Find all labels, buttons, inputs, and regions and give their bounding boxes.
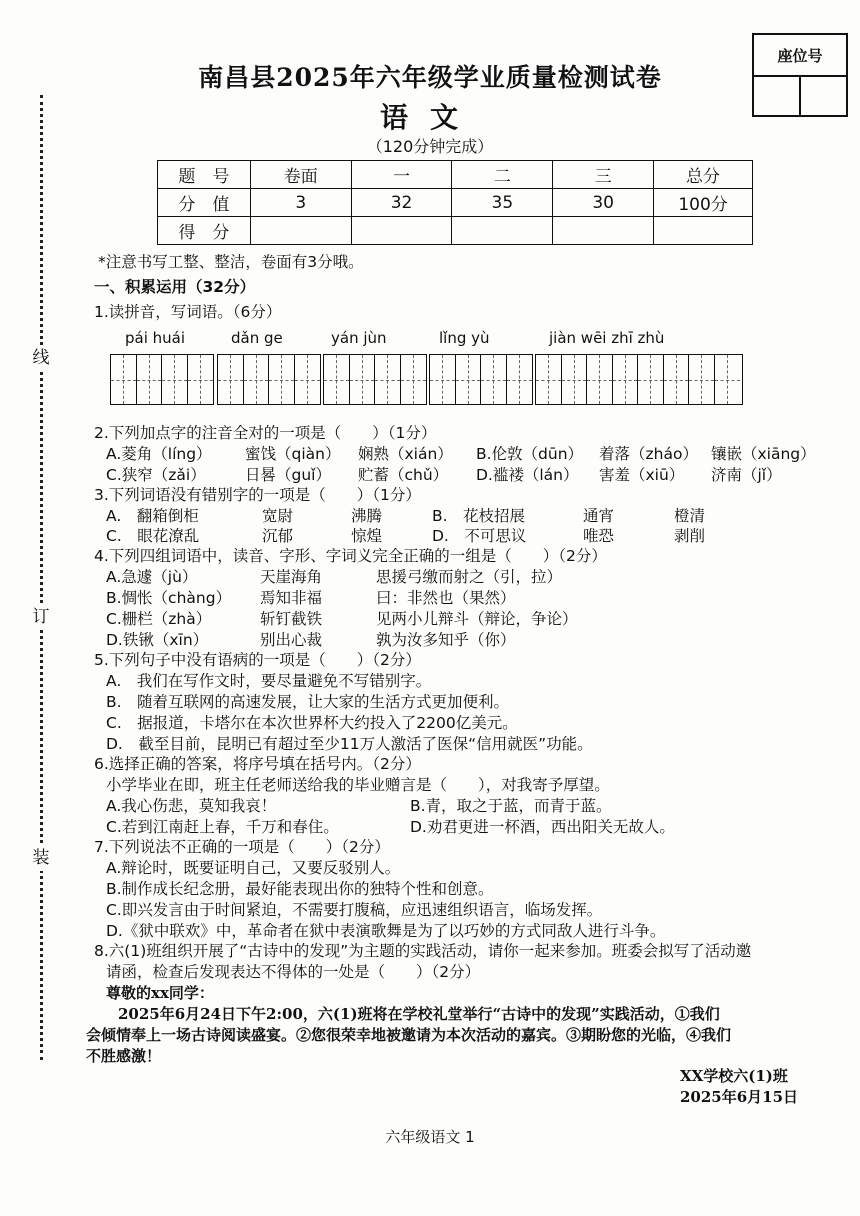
score-input-cell[interactable] [351, 217, 452, 245]
letter-greeting: 尊敬的xx同学： [106, 984, 214, 1002]
q4-option: 思援弓缴而射之（引，拉） [376, 568, 563, 586]
pinyin-4: lǐng yù [439, 329, 490, 347]
q2-option: 镶嵌（xiāng） [711, 445, 816, 463]
q3-option: C. 眼花潦乱 [106, 527, 200, 545]
q3-option: D. 不可思议 [432, 527, 527, 545]
score-cell: 3 [250, 189, 351, 217]
question-5-stem: 5.下列句子中没有语病的一项是（ ）（2分） [94, 651, 421, 669]
q6-option: C.若到江南赶上春，千万和春住。 [106, 818, 339, 836]
q5-option: B. 随着互联网的高速发展，让大家的生活方式更加便利。 [106, 693, 510, 711]
q3-option: 通宵 [583, 507, 615, 525]
q4-option: 孰为汝多知乎（你） [376, 631, 516, 649]
score-cell: 三 [553, 161, 654, 189]
q4-option: 天崖海角 [260, 568, 323, 586]
question-6-stem: 6.选择正确的答案，将序号填在括号内。（2分） [94, 755, 421, 773]
binding-label-bind: 装 [28, 845, 54, 871]
q4-option: 见两小儿辩斗（辩论，争论） [376, 610, 578, 628]
letter-body: 会倾情奉上一场古诗阅读盛宴。②您很荣幸地被邀请为本次活动的嘉宾。③期盼您的光临，④我们 [86, 1026, 732, 1044]
question-2-stem: 2.下列加点字的注音全对的一项是（ ）（1分） [94, 424, 437, 442]
q3-option: A. 翻箱倒柜 [106, 507, 199, 525]
q4-option: C.栅栏（zhà） [106, 610, 212, 628]
question-7-stem: 7.下列说法不正确的一项是（ ）（2分） [94, 838, 390, 856]
q3-option: 沸腾 [351, 507, 383, 525]
answer-grid-1[interactable] [110, 354, 214, 405]
exam-title: 南昌县2025年六年级学业质量检测试卷 [198, 63, 662, 92]
score-table-row-header [158, 161, 753, 189]
writing-note: *注意书写工整、整洁，卷面有3分哦。 [98, 253, 364, 271]
q2-option: 着落（zháo） [599, 445, 698, 463]
q3-option: 沉郁 [262, 527, 294, 545]
question-8-stem: 8.六(1)班组织开展了“古诗中的发现”为主题的实践活动，请你一起来参加。班委会拟写了活动邀 [94, 942, 752, 960]
exam-duration: （120分钟完成） [366, 137, 494, 156]
q6-option: A.我心伤悲，莫知我哀！ [106, 797, 277, 815]
pinyin-1: pái huái [125, 329, 186, 347]
q3-option: B. 花枝招展 [432, 507, 526, 525]
q5-option: A. 我们在写作文时，要尽量避免不写错别字。 [106, 672, 432, 690]
question-8-stem-cont: 请函，检查后发现表达不得体的一处是（ ）（2分） [106, 963, 481, 981]
section-heading: 一、积累运用（32分） [94, 278, 256, 296]
letter-body: 不胜感激！ [86, 1047, 162, 1065]
q3-option: 唯恐 [583, 527, 615, 545]
score-cell: 总分 [654, 161, 753, 189]
score-cell: 二 [452, 161, 553, 189]
score-table-row-points [158, 189, 753, 217]
exam-subject: 语文 [379, 101, 480, 134]
answer-grid-3[interactable] [323, 354, 427, 405]
score-cell: 32 [351, 189, 452, 217]
score-cell: 一 [351, 161, 452, 189]
answer-grid-2[interactable] [217, 354, 321, 405]
q2-option: 害羞（xiū） [599, 466, 685, 484]
score-cell: 题 号 [158, 161, 251, 189]
question-4-stem: 4.下列四组词语中，读音、字形、字词义完全正确的一组是（ ）（2分） [94, 547, 607, 565]
q4-option: 斩钉截铁 [260, 610, 323, 628]
score-input-cell[interactable] [553, 217, 654, 245]
letter-signer: XX学校六(1)班 [680, 1067, 788, 1085]
q4-option: A.急遽（jù） [106, 568, 198, 586]
q4-option: B.惆怅（chàng） [106, 589, 232, 607]
q2-option: 日晷（guǐ） [245, 466, 331, 484]
q7-option: D.《狱中联欢》中，革命者在狱中表演歌舞是为了以巧妙的方式同敌人进行斗争。 [106, 922, 666, 940]
q2-option: 蜜饯（qiàn） [245, 445, 341, 463]
pinyin-2: dǎn ge [231, 329, 283, 347]
q2-option: D.褴褛（lán） [476, 466, 579, 484]
pinyin-3: yán jùn [331, 329, 387, 347]
q5-option: D. 截至目前，昆明已有超过至少11万人激活了医保“信用就医”功能。 [106, 735, 593, 753]
score-cell: 分 值 [158, 189, 251, 217]
pinyin-5: jiàn wēi zhī zhù [549, 329, 665, 347]
binding-dotted-line [40, 95, 43, 1060]
q2-option: 济南（jǐ） [711, 466, 782, 484]
q3-option: 惊煌 [351, 527, 383, 545]
score-cell: 100分 [654, 189, 753, 217]
binding-label-line: 线 [28, 345, 54, 371]
question-1-stem: 1.读拼音，写词语。（6分） [94, 303, 282, 321]
q7-option: C.即兴发言由于时间紧迫，不需要打腹稿，应迅速组织语言，临场发挥。 [106, 901, 603, 919]
score-cell: 35 [452, 189, 553, 217]
q4-option: 曰：非然也（果然） [376, 589, 516, 607]
score-input-cell[interactable] [250, 217, 351, 245]
answer-grid-4[interactable] [429, 354, 533, 405]
q2-option: B.伦敦（dūn） [476, 445, 584, 463]
q3-option: 剥削 [674, 527, 706, 545]
letter-date: 2025年6月15日 [680, 1088, 799, 1106]
score-cell: 卷面 [250, 161, 351, 189]
q7-option: A.辩论时，既要证明自己，又要反驳别人。 [106, 859, 401, 877]
q6-option: B.青，取之于蓝，而青于蓝。 [410, 797, 612, 815]
q4-option: 焉知非福 [260, 589, 323, 607]
page-footer: 六年级语文 1 [385, 1128, 475, 1146]
q6-option: D.劝君更进一杯酒，西出阳关无故人。 [410, 818, 675, 836]
score-input-cell[interactable] [654, 217, 753, 245]
q7-option: B.制作成长纪念册，最好能表现出你的独特个性和创意。 [106, 880, 494, 898]
seat-number-label: 座位号 [754, 35, 846, 77]
score-table-row-earned [158, 217, 753, 245]
q2-option: C.狭窄（zǎi） [106, 466, 206, 484]
q3-option: 橙清 [674, 507, 706, 525]
score-cell: 30 [553, 189, 654, 217]
q2-option: A.菱角（líng） [106, 445, 212, 463]
answer-grid-5[interactable] [535, 354, 743, 405]
q4-option: D.铁锹（xīn） [106, 631, 209, 649]
question-3-stem: 3.下列词语没有错别字的一项是（ ）（1分） [94, 486, 421, 504]
letter-body: 2025年6月24日下午2:00，六(1)班将在学校礼堂举行“古诗中的发现”实践活动，①我们 [118, 1005, 720, 1023]
q4-option: 别出心裁 [260, 631, 323, 649]
score-table [157, 160, 753, 245]
q3-option: 宽尉 [262, 507, 294, 525]
binding-label-staple: 订 [28, 604, 54, 630]
q5-option: C. 据报道，卡塔尔在本次世界杯大约投入了2200亿美元。 [106, 714, 518, 732]
q6-context: 小学毕业在即，班主任老师送给我的毕业赠言是（ ），对我寄予厚望。 [106, 776, 610, 794]
q2-option: 贮蓄（chǔ） [358, 466, 449, 484]
score-cell: 得 分 [158, 217, 251, 245]
score-input-cell[interactable] [452, 217, 553, 245]
q2-option: 娴熟（xián） [358, 445, 453, 463]
